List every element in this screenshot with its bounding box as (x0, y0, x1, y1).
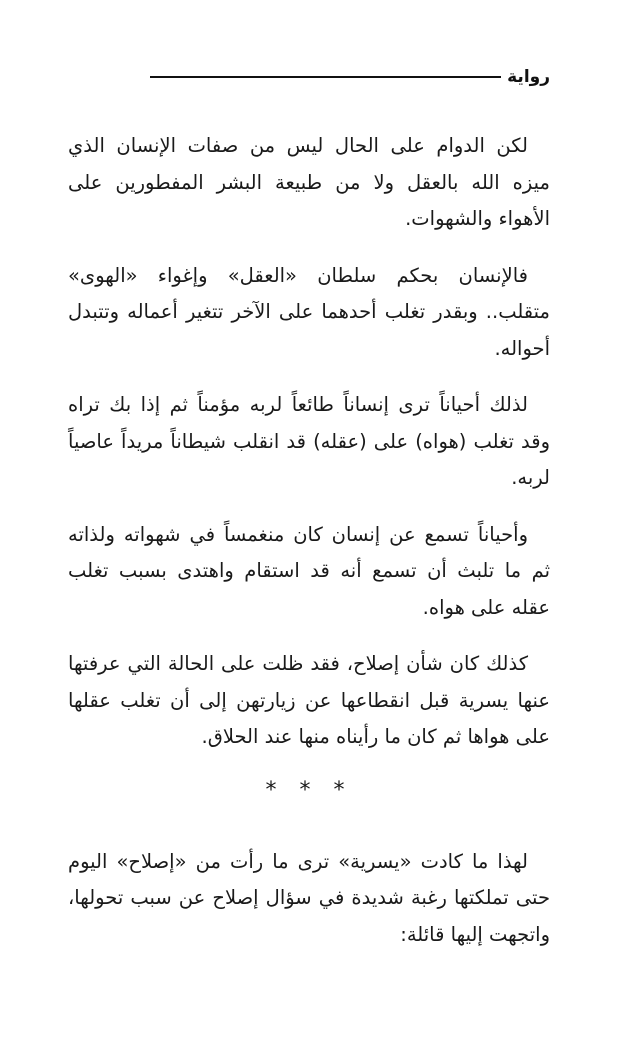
header-rule (150, 76, 501, 78)
section-separator: * * * (265, 777, 353, 803)
body-text (68, 128, 550, 973)
paragraph: لكن الدوام على الحال ليس من صفات الإنسان الذي ميزه الله بالعقل ولا من طبيعة البشر المفطورين على الأهواء والشهوات. (68, 134, 550, 230)
running-header (150, 62, 550, 92)
paragraph: فالإنسان بحكم سلطان «العقل» وإغواء «الهوى» متقلب.. وبقدر تغلب أحدهما على الآخر تتغير أعماله وتتبدل أحواله. (68, 263, 550, 360)
paragraph: وأحياناً تسمع عن إنسان كان منغمساً في شهواته ولذاته ثم ما تلبث أن تسمع أنه قد استقام واهتدى بسبب تغلب عقله على هواه. (68, 522, 550, 619)
paragraph: كذلك كان شأن إصلاح، فقد ظلت على الحالة التي عرفتها عنها يسرية قبل انقطاعها عن زيارتهن إلى أن تغلب عقلها على هواها ثم كان ما رأيناه منها عند الحلاق. (68, 652, 550, 748)
paragraph: لذلك أحياناً ترى إنساناً طائعاً لربه مؤمناً ثم إذا بك تراه وقد تغلب (هواه) على (عقله) قد انقلب شيطاناً مريداً عاصياً لربه. (68, 393, 550, 489)
running-title: رواية (507, 67, 550, 87)
paragraph: لهذا ما كادت «يسرية» ترى ما رأت من «إصلاح» اليوم حتى تملكتها رغبة شديدة في سؤال إصلاح عن سبب تحولها، واتجهت إليها قائلة: (68, 849, 550, 946)
